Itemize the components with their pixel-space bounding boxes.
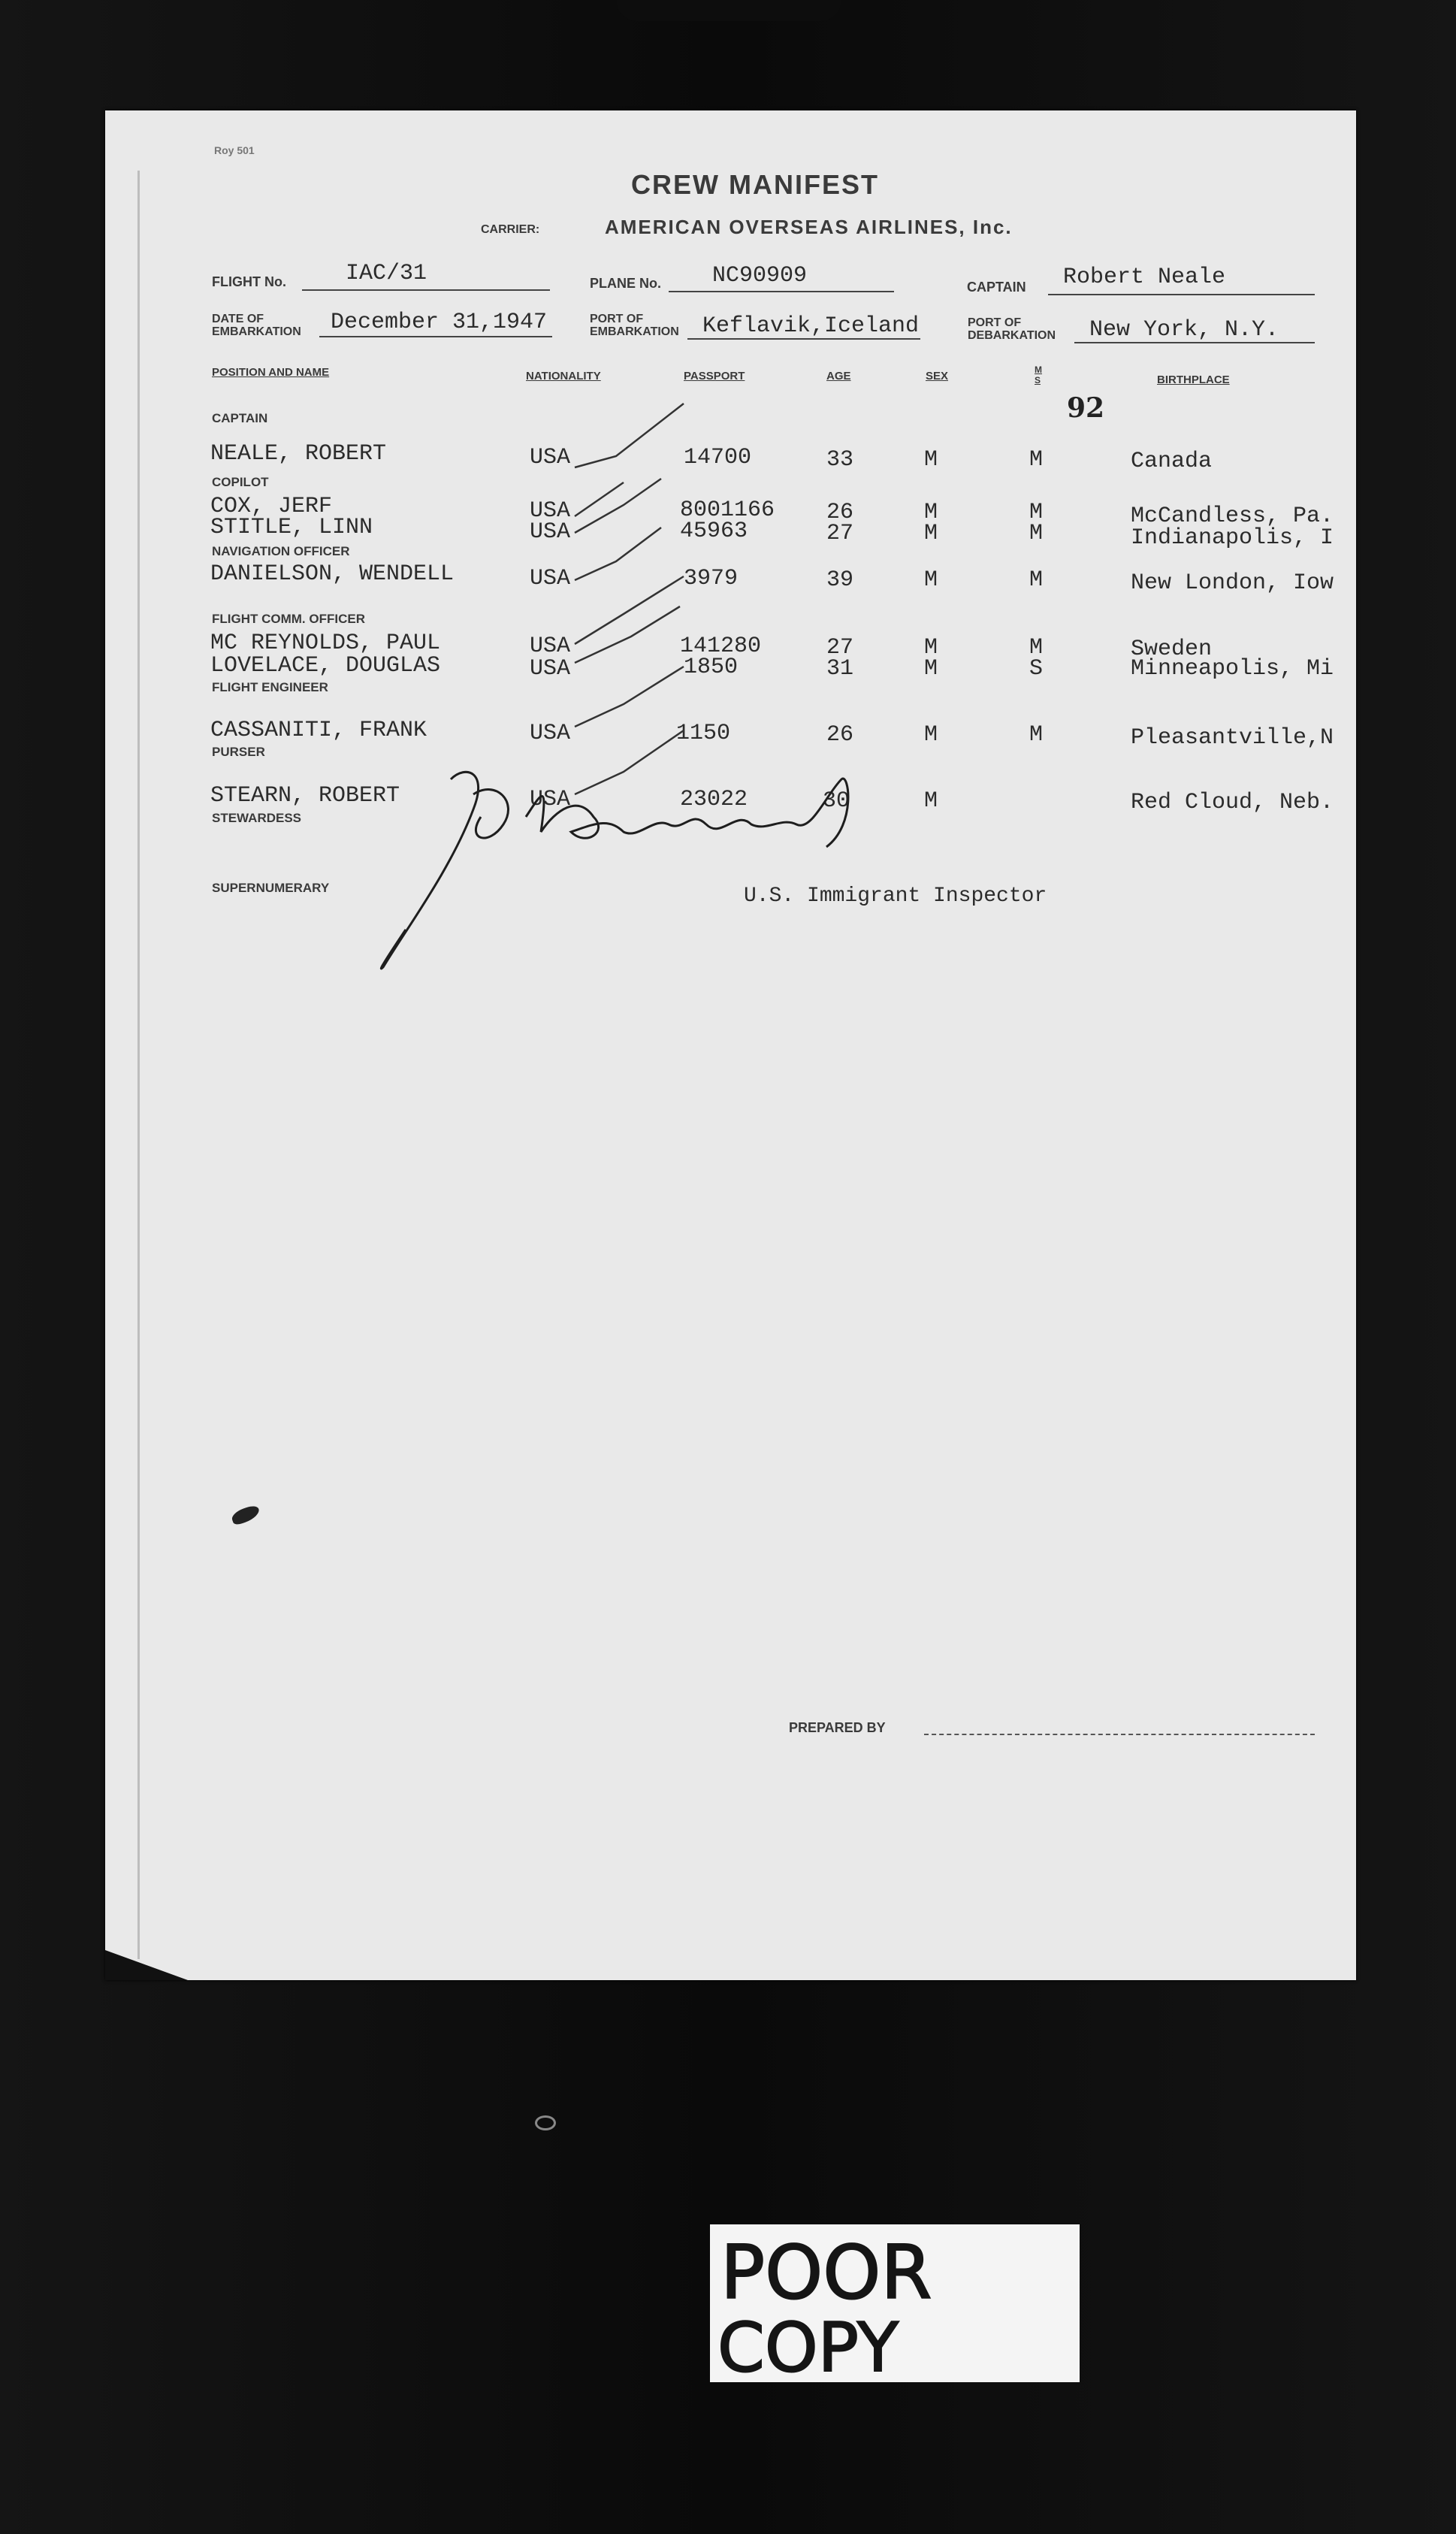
crew-nationality: USA: [530, 634, 571, 659]
crew-passport: 23022: [680, 787, 748, 812]
crew-nationality: USA: [530, 498, 571, 524]
crew-birthplace: Indianapolis, I: [1131, 525, 1334, 551]
section-supernumerary: SUPERNUMERARY: [212, 881, 330, 895]
plane-number: NC90909: [712, 263, 808, 289]
crew-age: 39: [826, 567, 854, 593]
plane-rule: [669, 291, 894, 292]
crew-sex: M: [924, 635, 938, 661]
crew-age: 27: [826, 521, 854, 546]
crew-name: COX, JERF: [210, 494, 333, 519]
inspector-title: U.S. Immigrant Inspector: [744, 884, 1047, 908]
film-edge-notch: [616, 0, 841, 21]
header-birthplace: BIRTHPLACE: [1157, 373, 1230, 386]
port-emb-label-2: EMBARKATION: [590, 325, 679, 338]
page-stamp-number: 92: [1067, 392, 1105, 424]
crew-nationality: USA: [530, 721, 571, 746]
crew-passport: 1150: [676, 721, 731, 746]
crew-birthplace: Red Cloud, Neb.: [1131, 790, 1334, 815]
crew-passport: 1850: [684, 655, 739, 680]
folded-corner: [105, 1950, 188, 1980]
prepared-by-label: PREPARED BY: [789, 1720, 886, 1735]
header-age: AGE: [826, 370, 851, 383]
crew-marital: M: [1029, 635, 1044, 661]
crew-sex: M: [924, 447, 938, 473]
crew-birthplace: Minneapolis, Mi: [1131, 656, 1334, 682]
section-stewardess: STEWARDESS: [212, 811, 302, 825]
crew-name: MC REYNOLDS, PAUL: [210, 630, 441, 656]
crew-marital: M: [1029, 521, 1044, 546]
crew-passport: 141280: [680, 634, 762, 659]
crew-name: STITLE, LINN: [210, 515, 373, 540]
crew-passport: 8001166: [680, 497, 775, 523]
crew-name: DANIELSON, WENDELL: [210, 561, 455, 587]
date-label-2: EMBARKATION: [212, 325, 301, 338]
date-rule: [319, 336, 552, 337]
crew-name: CASSANITI, FRANK: [210, 718, 427, 743]
stamp-line-1: POOR: [720, 2230, 932, 2316]
crew-age: 30: [823, 788, 850, 814]
crew-name: LOVELACE, DOUGLAS: [210, 653, 441, 679]
crew-nationality: USA: [530, 787, 571, 812]
captain-label: CAPTAIN: [967, 280, 1026, 295]
crew-birthplace: New London, Iow: [1131, 570, 1334, 596]
crew-marital: M: [1029, 722, 1044, 748]
crew-birthplace: Canada: [1131, 449, 1213, 474]
crew-sex: M: [924, 521, 938, 546]
crew-age: 33: [826, 447, 854, 473]
header-nationality: NATIONALITY: [526, 370, 601, 383]
plane-label: PLANE No.: [590, 276, 662, 291]
crew-sex: M: [924, 722, 938, 748]
crew-marital: M: [1029, 567, 1044, 593]
crew-marital: M: [1029, 500, 1044, 525]
crew-name: STEARN, ROBERT: [210, 783, 400, 809]
section-flight-engineer: FLIGHT ENGINEER: [212, 680, 328, 694]
crew-passport: 14700: [684, 445, 752, 470]
section-captain: CAPTAIN: [212, 411, 268, 425]
ink-blot: [230, 1504, 261, 1526]
port-emb-label-1: PORT OF: [590, 313, 644, 325]
poor-copy-stamp: [710, 2224, 1080, 2382]
crew-marital: S: [1029, 656, 1044, 682]
document-title: CREW MANIFEST: [631, 169, 879, 200]
crew-name: NEALE, ROBERT: [210, 441, 387, 467]
flight-rule: [302, 289, 550, 291]
section-copilot: COPILOT: [212, 475, 269, 489]
header-sex: SEX: [926, 370, 949, 383]
manifest-sheet: [105, 110, 1356, 1980]
form-number: Roy 501: [214, 144, 255, 156]
flight-label: FLIGHT No.: [212, 274, 286, 289]
crew-sex: M: [924, 500, 938, 525]
poor-copy-handwriting: [710, 2224, 1080, 2382]
crew-sex: M: [924, 567, 938, 593]
header-marital: M S: [1035, 364, 1042, 386]
crew-birthplace: Sweden: [1131, 637, 1213, 662]
captain-name: Robert Neale: [1063, 265, 1226, 290]
carrier-name: AMERICAN OVERSEAS AIRLINES, Inc.: [605, 216, 1013, 238]
date-label-1: DATE OF: [212, 313, 264, 325]
crew-age: 26: [826, 722, 854, 748]
header-passport: PASSPORT: [684, 370, 745, 383]
crew-sex: M: [924, 788, 938, 814]
crew-passport: 45963: [680, 519, 748, 544]
crew-birthplace: McCandless, Pa.: [1131, 503, 1334, 529]
port-of-debarkation: New York, N.Y.: [1089, 317, 1279, 343]
embarkation-date: December 31,1947: [331, 310, 548, 335]
crew-sex: M: [924, 656, 938, 682]
crew-age: 31: [826, 656, 854, 682]
stamp-line-2: COPY: [717, 2309, 899, 2382]
crew-birthplace: Pleasantville,N: [1131, 725, 1334, 751]
inspector-signature: [361, 749, 1112, 975]
crew-nationality: USA: [530, 656, 571, 682]
header-position-name: POSITION AND NAME: [212, 366, 330, 379]
crew-nationality: USA: [530, 566, 571, 591]
crew-nationality: USA: [530, 519, 571, 545]
crew-nationality: USA: [530, 445, 571, 470]
crew-age: 26: [826, 500, 854, 525]
port-of-embarkation: Keflavik,Iceland: [702, 313, 920, 339]
flight-number: IAC/31: [346, 261, 427, 286]
captain-rule: [1048, 294, 1315, 295]
section-navigation: NAVIGATION OFFICER: [212, 544, 350, 558]
port-deb-label-2: DEBARKATION: [968, 329, 1056, 342]
prepared-by-rule: [924, 1734, 1315, 1735]
section-flight-comm: FLIGHT COMM. OFFICER: [212, 612, 365, 626]
port-deb-label-1: PORT OF: [968, 316, 1022, 329]
margin-line: [137, 171, 140, 1959]
crew-age: 27: [826, 635, 854, 661]
section-purser: PURSER: [212, 745, 265, 759]
carrier-label: CARRIER:: [481, 223, 540, 236]
punch-hole-mark: [535, 2115, 556, 2130]
crew-marital: M: [1029, 447, 1044, 473]
crew-passport: 3979: [684, 566, 739, 591]
